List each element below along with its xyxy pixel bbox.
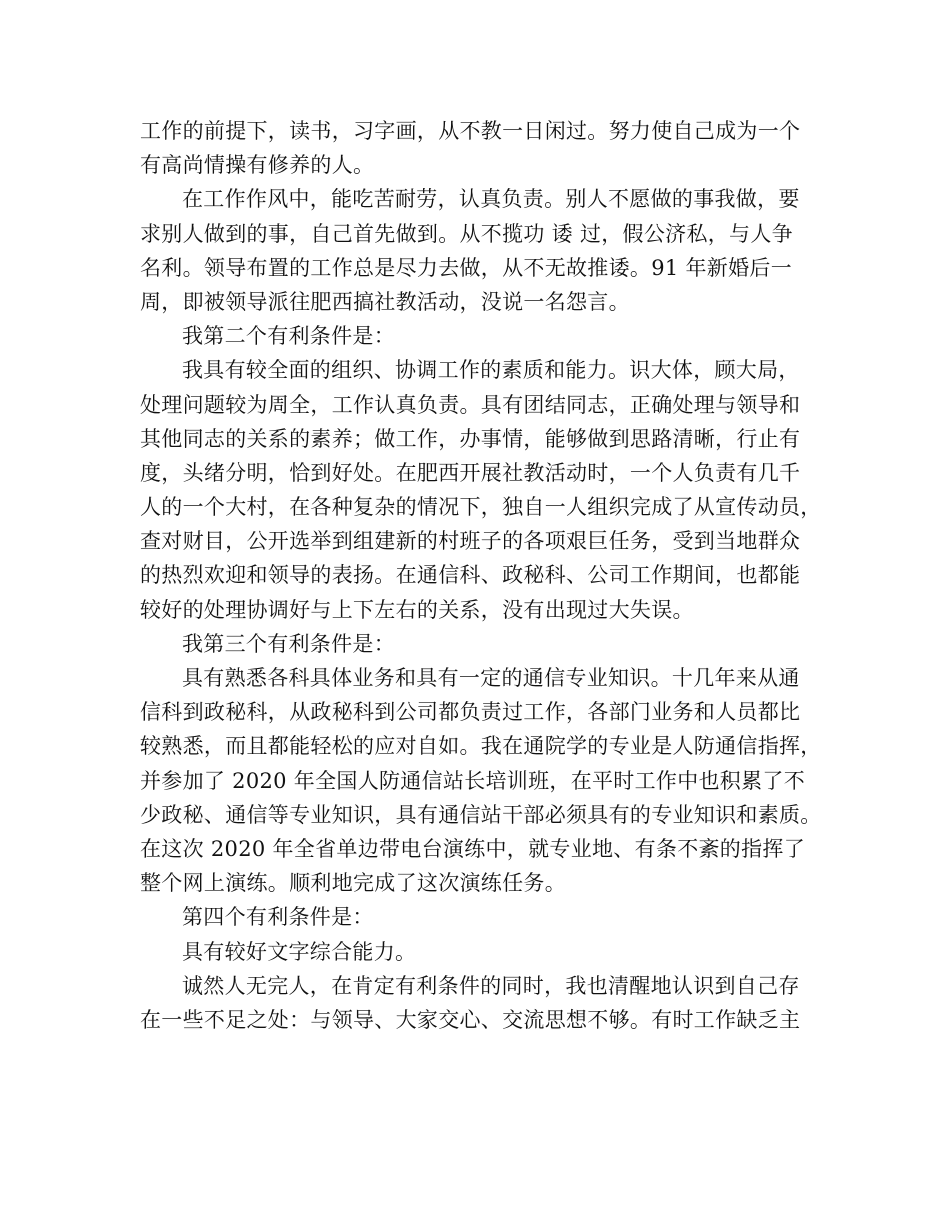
text-line: 工作的前提下，读书，习字画，从不教一日闲过。努力使自己成为一个 [140, 119, 801, 143]
text-line: 度，头绪分明，恰到好处。在肥西开展社教活动时，一个人负责有几千 [140, 460, 801, 485]
text-line: 具有较好文字综合能力。 [182, 939, 417, 964]
text-line: 名利。领导布置的工作总是尽力去做，从不无故推诿。91 年新婚后一 [140, 255, 792, 280]
text-line: 并参加了 2020 年全国人防通信站长培训班，在平时工作中也积累了不 [140, 768, 805, 793]
text-line: 的热烈欢迎和领导的表扬。在通信科、政秘科、公司工作期间，也都能 [140, 563, 801, 588]
text-line: 我具有较全面的组织、协调工作的素质和能力。识大体，顾大局， [182, 358, 800, 383]
text-line: 查对财目，公开选举到组建新的村班子的各项艰巨任务，受到当地群众 [140, 529, 801, 554]
document-body-text [140, 114, 830, 1037]
text-line: 信科到政秘科，从政秘科到公司都负责过工作，各部门业务和人员都比 [140, 700, 801, 725]
text-line: 在这次 2020 年全省单边带电台演练中，就专业地、有条不紊的指挥了 [140, 836, 805, 861]
text-line: 周，即被领导派往肥西搞社教活动，没说一名怨言。 [140, 289, 630, 314]
text-line: 我第二个有利条件是： [182, 324, 395, 349]
text-line: 少政秘、通信等专业知识，具有通信站干部必须具有的专业知识和素质。 [140, 802, 822, 827]
text-line: 整个网上演练。顺利地完成了这次演练任务。 [140, 871, 566, 896]
text-line: 较熟悉，而且都能轻松的应对自如。我在通院学的专业是人防通信指挥， [140, 734, 822, 759]
text-line: 在一些不足之处：与领导、大家交心、交流思想不够。有时工作缺乏主 [140, 1007, 801, 1032]
text-line: 诚然人无完人，在肯定有利条件的同时，我也清醒地认识到自己存 [182, 973, 800, 998]
text-line: 其他同志的关系的素养；做工作，办事情，能够做到思路清晰，行止有 [140, 426, 801, 451]
text-line: 人的一个大村，在各种复杂的情况下，独自一人组织完成了从宣传动员， [140, 495, 822, 520]
text-line: 我第三个有利条件是： [182, 631, 395, 656]
text-line: 具有熟悉各科具体业务和具有一定的通信专业知识。十几年来从通 [182, 666, 800, 690]
text-line: 在工作作风中，能吃苦耐劳，认真负责。别人不愿做的事我做，要 [182, 187, 800, 212]
text-line: 有高尚情操有修养的人。 [140, 153, 375, 178]
text-line: 较好的处理协调好与上下左右的关系，没有出现过大失误。 [140, 597, 694, 622]
text-line: 求别人做到的事，自己首先做到。从不揽功 诿 过，假公济私，与人争 [140, 221, 793, 246]
text-line: 处理问题较为周全，工作认真负责。具有团结同志，正确处理与领导和 [140, 392, 801, 417]
text-line: 第四个有利条件是： [182, 905, 374, 930]
